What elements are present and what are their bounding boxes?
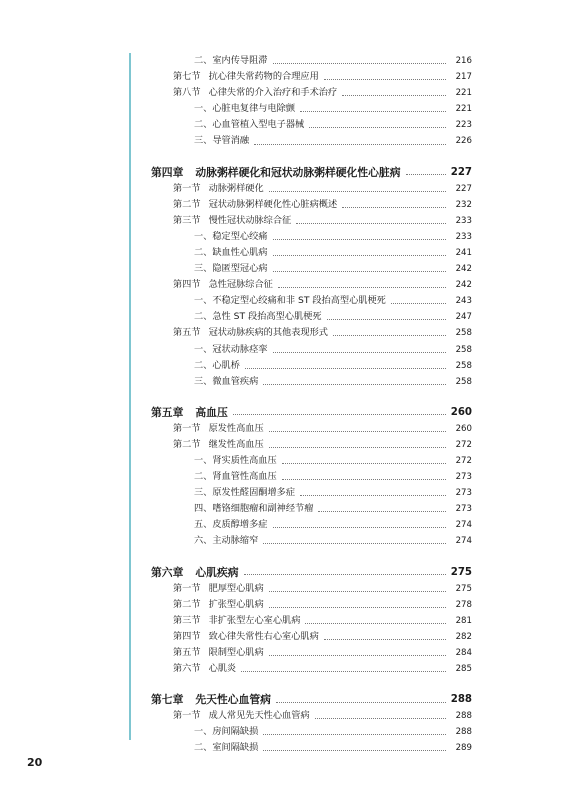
dot-leader: [269, 590, 446, 592]
toc-subsection-entry[interactable]: [138, 724, 472, 740]
toc-entry-title: 一、肾实质性高血压: [194, 454, 277, 466]
toc-entry-number: 第五节: [173, 646, 201, 658]
toc-subsection-entry[interactable]: [138, 245, 472, 261]
toc-entry-page: 242: [455, 264, 472, 275]
toc-entry-title: 四、嗜铬细胞瘤和副神经节瘤: [194, 503, 314, 515]
toc-entry-title: 五、皮质醇增多症: [194, 519, 268, 531]
dot-leader: [269, 430, 446, 432]
toc-section-entry[interactable]: [138, 437, 472, 453]
toc-entry-page: 288: [450, 694, 472, 706]
toc-entry-title: 六、主动脉缩窄: [194, 535, 259, 547]
toc-entry-title: 肥厚型心肌病: [208, 582, 264, 594]
toc-entry-page: 243: [455, 296, 472, 307]
toc-entry-title: 冠状动脉粥样硬化性心脏病概述: [208, 198, 338, 210]
toc-entry-title: 一、稳定型心绞痛: [194, 230, 268, 242]
dot-leader: [300, 110, 446, 112]
margin-accent-bar: [129, 53, 131, 740]
toc-entry-page: 275: [450, 566, 472, 578]
toc-entry-title: 动脉粥样硬化: [208, 182, 264, 194]
toc-entry-number: 第一节: [173, 582, 201, 594]
dot-leader: [327, 318, 446, 320]
dot-leader: [324, 78, 446, 80]
dot-leader: [269, 446, 446, 448]
toc-entry-title: 二、缺血性心肌病: [194, 246, 268, 258]
toc-entry-page: 242: [455, 280, 472, 291]
toc-entry-number: 第二节: [173, 198, 201, 210]
toc-entry-page: 273: [455, 488, 472, 499]
toc-entry-title: 一、不稳定型心绞痛和非 ST 段抬高型心肌梗死: [194, 295, 386, 307]
toc-entry-page: 260: [455, 423, 472, 434]
dot-leader: [300, 494, 446, 496]
dot-leader: [233, 413, 446, 415]
toc-entry-number: 第一节: [173, 422, 201, 434]
toc-entry-title: 二、室间隔缺损: [194, 742, 259, 754]
toc-entry-title: 二、室内传导阻滞: [194, 55, 268, 66]
toc-entry-page: 278: [455, 599, 472, 610]
toc-subsection-entry[interactable]: [138, 117, 472, 133]
toc-entry-title: 原发性高血压: [208, 422, 264, 434]
toc-entry-title: 一、房间隔缺损: [194, 726, 259, 738]
toc-entry-page: 274: [455, 536, 472, 547]
toc-section-entry[interactable]: [138, 581, 472, 597]
toc-subsection-entry[interactable]: [138, 101, 472, 117]
toc-entry-page: 223: [455, 120, 472, 131]
dot-leader: [263, 383, 446, 385]
toc-subsection-entry[interactable]: [138, 740, 472, 756]
toc-entry-number: 第六节: [173, 663, 201, 674]
toc-section-entry[interactable]: [138, 277, 472, 293]
toc-chapter-entry[interactable]: [138, 564, 472, 581]
toc-subsection-entry[interactable]: [138, 229, 472, 245]
page-number: 20: [27, 756, 43, 769]
toc-entry-number: 第七章: [151, 693, 184, 707]
toc-entry-title: 二、心血管植入型电子器械: [194, 119, 305, 131]
toc-subsection-entry[interactable]: [138, 53, 472, 69]
toc-entry-page: 274: [455, 520, 472, 531]
toc-entry-page: 288: [455, 711, 472, 722]
toc-entry-title: 高血压: [195, 405, 228, 419]
dot-leader: [245, 367, 446, 369]
toc-entry-number: 第七节: [173, 71, 201, 83]
dot-leader: [273, 351, 447, 353]
toc-entry-title: 限制型心肌病: [208, 646, 264, 658]
toc-section-entry[interactable]: [138, 197, 472, 213]
dot-leader: [309, 126, 446, 128]
toc-entry-page: 289: [455, 743, 472, 754]
toc-entry-title: 扩张型心肌病: [208, 598, 264, 610]
toc-entry-title: 急性冠脉综合征: [208, 279, 273, 291]
toc-entry-page: 226: [455, 136, 472, 147]
toc-subsection-entry[interactable]: [138, 517, 472, 533]
toc-entry-title: 心律失常的介入治疗和手术治疗: [208, 87, 338, 99]
toc-entry-title: 致心律失常性右心室心肌病: [208, 630, 319, 642]
toc-entry-page: 258: [455, 328, 472, 339]
toc-chapter-entry[interactable]: [138, 691, 472, 708]
dot-leader: [269, 654, 446, 656]
toc-section-entry[interactable]: [138, 181, 472, 197]
dot-leader: [406, 173, 446, 175]
toc-entry-page: 260: [450, 406, 472, 418]
toc-entry-page: 221: [455, 88, 472, 99]
toc-section-entry[interactable]: [138, 629, 472, 645]
dot-leader: [318, 510, 446, 512]
toc-subsection-entry[interactable]: [138, 309, 472, 325]
toc-section-entry[interactable]: [138, 661, 472, 677]
toc-entry-number: 第一节: [173, 710, 201, 722]
toc-chapter-entry[interactable]: [138, 404, 472, 421]
toc-section-entry[interactable]: [138, 325, 472, 341]
toc-entry-title: 二、心肌桥: [194, 359, 240, 371]
toc-subsection-entry[interactable]: [138, 469, 472, 485]
toc-entry-page: 227: [455, 183, 472, 194]
toc-entry-title: 冠状动脉疾病的其他表现形式: [208, 327, 328, 339]
dot-leader: [263, 749, 446, 751]
dot-leader: [273, 270, 447, 272]
table-of-contents: [138, 53, 472, 756]
dot-leader: [269, 190, 446, 192]
dot-leader: [333, 334, 446, 336]
toc-entry-page: 275: [455, 583, 472, 594]
dot-leader: [391, 302, 446, 304]
toc-entry-page: 272: [455, 439, 472, 450]
dot-leader: [315, 717, 446, 719]
toc-entry-title: 非扩张型左心室心肌病: [208, 614, 301, 626]
toc-entry-title: 继发性高血压: [208, 438, 264, 450]
toc-subsection-entry[interactable]: [138, 374, 472, 390]
toc-subsection-entry[interactable]: [138, 293, 472, 309]
dot-leader: [244, 573, 446, 575]
toc-subsection-entry[interactable]: [138, 342, 472, 358]
toc-entry-number: 第五章: [151, 405, 184, 419]
toc-entry-page: 233: [455, 215, 472, 226]
toc-section-entry[interactable]: [138, 708, 472, 724]
toc-section-entry[interactable]: [138, 597, 472, 613]
toc-entry-title: 先天性心血管病: [195, 693, 271, 707]
dot-leader: [305, 622, 446, 624]
dot-leader: [342, 94, 446, 96]
toc-entry-page: 272: [455, 455, 472, 466]
dot-leader: [324, 638, 446, 640]
toc-entry-number: 第四章: [151, 165, 184, 179]
toc-entry-page: 258: [455, 360, 472, 371]
toc-subsection-entry[interactable]: [138, 133, 472, 149]
toc-entry-number: 第八节: [173, 87, 201, 99]
dot-leader: [282, 478, 446, 480]
toc-chapter-entry[interactable]: [138, 164, 472, 181]
toc-subsection-entry[interactable]: [138, 501, 472, 517]
toc-entry-title: 心肌炎: [208, 663, 237, 674]
toc-subsection-entry[interactable]: [138, 261, 472, 277]
dot-leader: [282, 462, 446, 464]
toc-entry-number: 第四节: [173, 630, 201, 642]
dot-leader: [273, 62, 447, 64]
dot-leader: [342, 206, 446, 208]
toc-subsection-entry[interactable]: [138, 485, 472, 501]
toc-entry-title: 心肌疾病: [195, 565, 239, 579]
toc-entry-number: 第六章: [151, 565, 184, 579]
toc-section-entry[interactable]: [138, 85, 472, 101]
toc-subsection-entry[interactable]: [138, 453, 472, 469]
toc-subsection-entry[interactable]: [138, 358, 472, 374]
toc-entry-title: 动脉粥样硬化和冠状动脉粥样硬化性心脏病: [195, 165, 401, 179]
toc-section-entry[interactable]: [138, 645, 472, 661]
toc-subsection-entry[interactable]: [138, 533, 472, 549]
toc-entry-title: 三、微血管疾病: [194, 375, 259, 387]
toc-entry-number: 第三节: [173, 214, 201, 226]
toc-entry-title: 成人常见先天性心血管病: [208, 710, 310, 722]
toc-entry-page: 273: [455, 504, 472, 515]
toc-entry-page: 281: [455, 615, 472, 626]
toc-entry-page: 227: [450, 166, 472, 178]
dot-leader: [296, 222, 446, 224]
toc-entry-title: 一、冠状动脉痉挛: [194, 343, 268, 355]
toc-entry-number: 第四节: [173, 279, 201, 291]
toc-entry-number: 第五节: [173, 327, 201, 339]
toc-entry-title: 三、导管消融: [194, 135, 250, 147]
toc-entry-page: 233: [455, 231, 472, 242]
dot-leader: [263, 542, 446, 544]
toc-entry-page: 216: [455, 56, 472, 66]
toc-entry-page: 241: [455, 247, 472, 258]
dot-leader: [278, 286, 446, 288]
toc-entry-number: 第三节: [173, 614, 201, 626]
toc-entry-title: 三、隐匿型冠心病: [194, 263, 268, 275]
toc-entry-title: 慢性冠状动脉综合征: [208, 214, 292, 226]
toc-entry-number: 第一节: [173, 182, 201, 194]
toc-entry-page: 273: [455, 472, 472, 483]
toc-entry-title: 三、原发性醛固酮增多症: [194, 487, 296, 499]
toc-entry-page: 232: [455, 199, 472, 210]
toc-entry-title: 二、急性 ST 段抬高型心肌梗死: [194, 311, 322, 323]
toc-entry-number: 第二节: [173, 598, 201, 610]
toc-entry-number: 第二节: [173, 438, 201, 450]
toc-section-entry[interactable]: [138, 213, 472, 229]
dot-leader: [254, 143, 446, 145]
toc-entry-page: 284: [455, 647, 472, 658]
toc-entry-page: 221: [455, 104, 472, 115]
toc-entry-page: 247: [455, 312, 472, 323]
toc-entry-page: 288: [455, 727, 472, 738]
dot-leader: [269, 606, 446, 608]
dot-leader: [276, 701, 446, 703]
toc-entry-title: 二、肾血管性高血压: [194, 471, 277, 483]
dot-leader: [273, 238, 447, 240]
dot-leader: [263, 733, 446, 735]
toc-entry-title: 抗心律失常药物的合理应用: [208, 71, 319, 83]
dot-leader: [273, 526, 447, 528]
toc-entry-page: 217: [455, 72, 472, 83]
toc-section-entry[interactable]: [138, 421, 472, 437]
toc-entry-page: 258: [455, 344, 472, 355]
toc-entry-title: 一、心脏电复律与电除颤: [194, 103, 296, 115]
toc-entry-page: 282: [455, 631, 472, 642]
dot-leader: [241, 670, 446, 672]
toc-section-entry[interactable]: [138, 613, 472, 629]
toc-entry-page: 285: [455, 664, 472, 674]
dot-leader: [273, 254, 447, 256]
toc-entry-page: 258: [455, 376, 472, 387]
toc-section-entry[interactable]: [138, 69, 472, 85]
